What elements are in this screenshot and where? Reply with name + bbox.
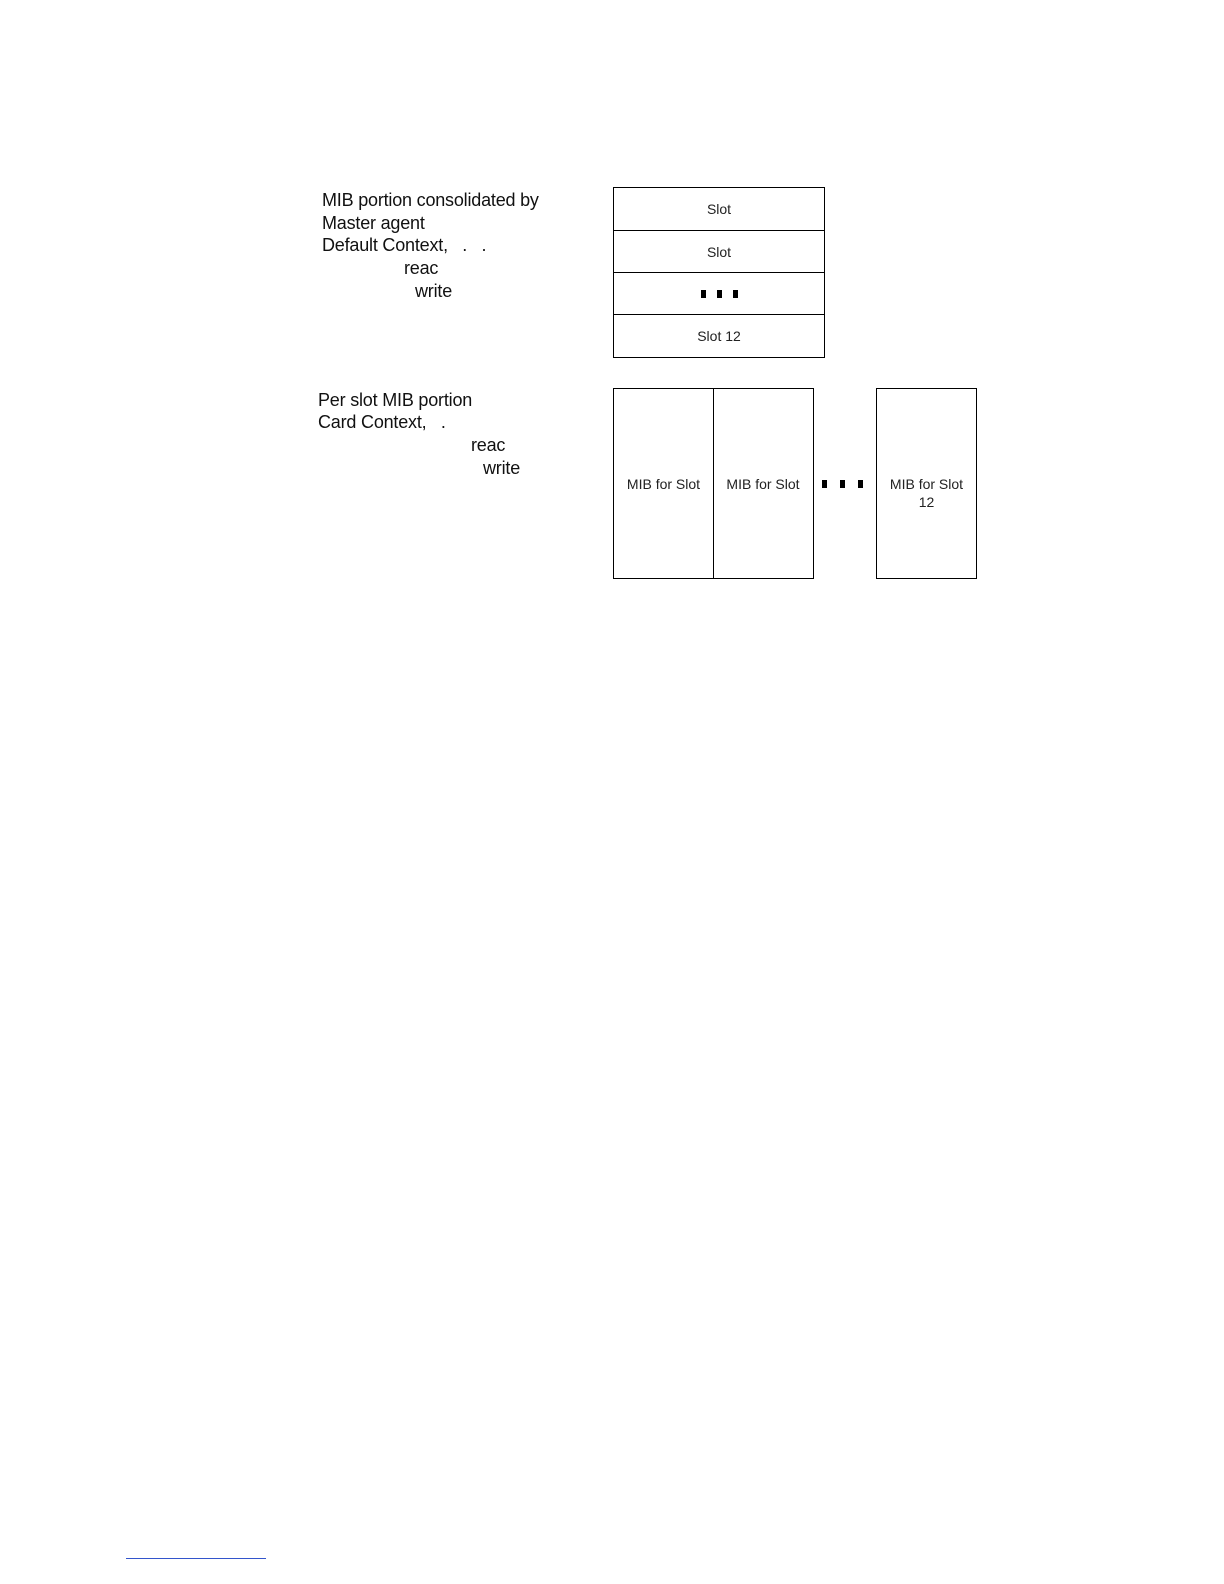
slot-stack-row-last bbox=[614, 315, 824, 356]
mib-slot-column-2 bbox=[714, 389, 812, 578]
slot-stack-row-1 bbox=[614, 188, 824, 231]
consolidated-label-line-5: write bbox=[415, 281, 453, 301]
mib-slot-column-1 bbox=[614, 389, 714, 578]
slot-stack-row-2-label: Slot bbox=[706, 243, 732, 260]
per-slot-label-line-4: write bbox=[483, 458, 521, 478]
footnote-rule bbox=[126, 1558, 266, 1559]
mib-slot-column-2-label: MIB for Slot bbox=[726, 475, 800, 492]
per-slot-label-line-2: Card Context, . bbox=[318, 412, 446, 432]
columns-ellipsis-icon bbox=[822, 480, 863, 488]
consolidated-label-line-2: Master agent bbox=[322, 213, 425, 233]
consolidated-label-line-4: reac bbox=[404, 258, 439, 278]
per-slot-label-line-3: reac bbox=[471, 435, 506, 455]
slot-stack-row-2 bbox=[614, 231, 824, 273]
per-slot-label-line-1: Per slot MIB portion bbox=[318, 390, 473, 410]
consolidated-label-line-3: Default Context, . . bbox=[322, 235, 487, 255]
slot-stack-row-last-label: Slot 12 bbox=[697, 327, 741, 344]
per-slot-columns-group bbox=[613, 388, 814, 579]
mib-slot-column-last bbox=[876, 388, 977, 579]
mib-slot-column-last-label: MIB for Slot 12 bbox=[889, 475, 964, 510]
slot-stack bbox=[613, 187, 825, 358]
mib-slot-column-1-label: MIB for Slot bbox=[626, 475, 701, 492]
consolidated-label-line-1: MIB portion consolidated by bbox=[322, 190, 539, 210]
slot-stack-row-ellipsis bbox=[614, 273, 824, 315]
ellipsis-icon bbox=[701, 290, 738, 298]
mib-slot-column-last-inner bbox=[877, 389, 976, 578]
slot-stack-row-1-label: Slot bbox=[706, 201, 732, 217]
